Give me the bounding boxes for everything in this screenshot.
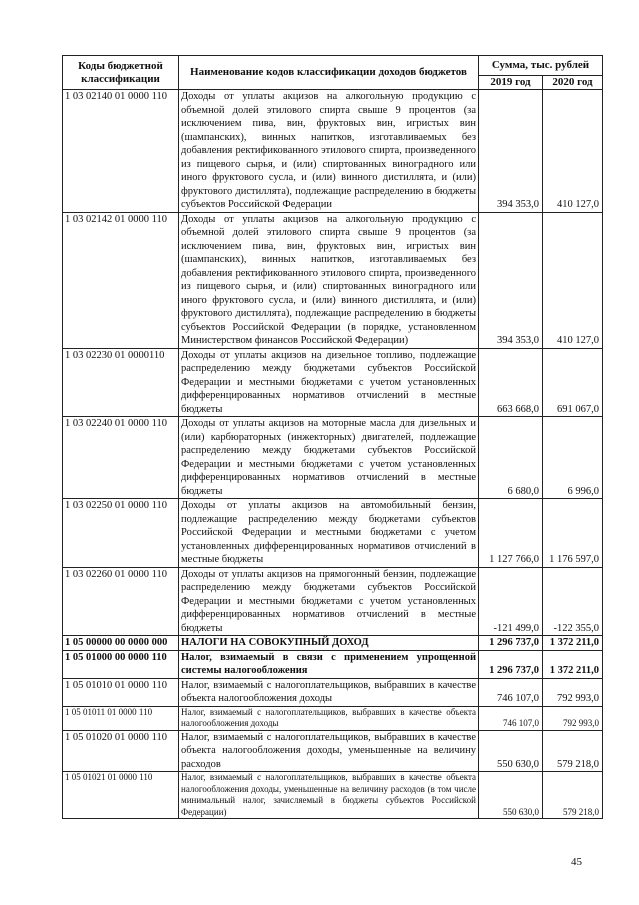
row-value-2020: 1 176 597,0 <box>543 499 603 568</box>
header-sum: Сумма, тыс. рублей <box>479 56 603 76</box>
row-value-2019: 6 680,0 <box>479 417 543 499</box>
row-name: Доходы от уплаты акцизов на алкогольную продукцию с объемной долей этилового спирта свыше 9 процентов (за исключением пива, вин, фруктовых вин, игристых вин (шампанских), винных напитков, изготавливаемых без добавления ректификованного этилового спирта, произведенного из пищевого сырья, и (или) спиртованных виноградного или иного фруктового сусла, и (или) винного дистиллята, и (или) фруктового дистиллята), подлежащие распределению в бюджеты субъектов Российской Федерации <box>179 90 479 213</box>
row-value-2019: 746 107,0 <box>479 706 543 730</box>
row-code: 1 05 00000 00 0000 000 <box>63 636 179 651</box>
row-value-2019: 394 353,0 <box>479 212 543 348</box>
row-value-2019: 1 127 766,0 <box>479 499 543 568</box>
header-year-2020: 2020 год <box>543 76 603 90</box>
table-row <box>63 567 603 636</box>
row-value-2019: 746 107,0 <box>479 678 543 706</box>
row-value-2019: 550 630,0 <box>479 730 543 772</box>
row-value-2020: 1 372 211,0 <box>543 636 603 651</box>
row-name: Доходы от уплаты акцизов на дизельное топливо, подлежащие распределению между бюджетами субъектов Российской Федерации и местными бюджетами с учетом установленных дифференцированных нормативов отчислений в местные бюджеты <box>179 348 479 417</box>
budget-table-sheet <box>62 55 602 819</box>
header-year-2019: 2019 год <box>479 76 543 90</box>
table-row <box>63 706 603 730</box>
table-row <box>63 348 603 417</box>
row-name: Доходы от уплаты акцизов на алкогольную продукцию с объемной долей этилового спирта свыше 9 процентов (за исключением пива, вин, фруктовых вин, игристых вин (шампанских), винных напитков, изготавливаемых без добавления ректификованного этилового спирта, произведенного из пищевого сырья, и (или) спиртованных виноградного или иного фруктового сусла, и (или) винного дистиллята, и (или) фруктового дистиллята), подлежащие распределению в бюджеты субъектов Российской Федерации (в порядке, установленном Министерством финансов Российской Федерации) <box>179 212 479 348</box>
row-code: 1 05 01020 01 0000 110 <box>63 730 179 772</box>
table-row <box>63 772 603 819</box>
row-value-2020: 792 993,0 <box>543 678 603 706</box>
row-value-2020: 691 067,0 <box>543 348 603 417</box>
row-name: НАЛОГИ НА СОВОКУПНЫЙ ДОХОД <box>179 636 479 651</box>
header-codes: Коды бюджетной классификации <box>63 56 179 90</box>
row-value-2020: 579 218,0 <box>543 730 603 772</box>
table-row <box>63 730 603 772</box>
row-code: 1 05 01000 00 0000 110 <box>63 650 179 678</box>
page-number: 45 <box>571 856 582 868</box>
row-value-2020: 1 372 211,0 <box>543 650 603 678</box>
header-name: Наименование кодов классификации доходов бюджетов <box>179 56 479 90</box>
row-name: Налог, взимаемый с налогоплательщиков, выбравших в качестве объекта налогообложения доходы, уменьшенные на величину расходов (в том числе минимальный налог, зачисляемый в бюджеты субъектов Российской Федерации) <box>179 772 479 819</box>
row-value-2020: 410 127,0 <box>543 212 603 348</box>
row-code: 1 03 02240 01 0000 110 <box>63 417 179 499</box>
row-code: 1 03 02250 01 0000 110 <box>63 499 179 568</box>
row-name: Доходы от уплаты акцизов на автомобильный бензин, подлежащие распределению между бюджетами субъектов Российской Федерации и местными бюджетами с учетом установленных дифференцированных нормативов отчислений в местные бюджеты <box>179 499 479 568</box>
table-row <box>63 417 603 499</box>
row-name: Налог, взимаемый с налогоплательщиков, выбравших в качестве объекта налогообложения доходы <box>179 706 479 730</box>
budget-revenue-table <box>62 55 603 819</box>
table-row <box>63 499 603 568</box>
row-value-2019: 550 630,0 <box>479 772 543 819</box>
row-name: Доходы от уплаты акцизов на моторные масла для дизельных и (или) карбюраторных (инжекторных) двигателей, подлежащие распределению между бюджетами субъектов Российской Федерации и местными бюджетами с учетом установленных дифференцированных нормативов отчислений в местные бюджеты <box>179 417 479 499</box>
row-value-2019: 394 353,0 <box>479 90 543 213</box>
table-row-section <box>63 636 603 651</box>
row-name: Доходы от уплаты акцизов на прямогонный бензин, подлежащие распределению между бюджетами субъектов Российской Федерации и местными бюджетами с учетом установленных дифференцированных нормативов отчислений в местные бюджеты <box>179 567 479 636</box>
row-name: Налог, взимаемый в связи с применением упрощенной системы налогообложения <box>179 650 479 678</box>
row-code: 1 03 02142 01 0000 110 <box>63 212 179 348</box>
row-value-2020: 6 996,0 <box>543 417 603 499</box>
row-value-2020: 579 218,0 <box>543 772 603 819</box>
row-code: 1 03 02260 01 0000 110 <box>63 567 179 636</box>
row-value-2020: -122 355,0 <box>543 567 603 636</box>
row-value-2020: 792 993,0 <box>543 706 603 730</box>
row-code: 1 05 01011 01 0000 110 <box>63 706 179 730</box>
row-code: 1 05 01010 01 0000 110 <box>63 678 179 706</box>
row-value-2019: -121 499,0 <box>479 567 543 636</box>
row-name: Налог, взимаемый с налогоплательщиков, выбравших в качестве объекта налогообложения доходы <box>179 678 479 706</box>
row-code: 1 05 01021 01 0000 110 <box>63 772 179 819</box>
table-row-subsection <box>63 650 603 678</box>
table-row <box>63 212 603 348</box>
row-value-2019: 1 296 737,0 <box>479 650 543 678</box>
table-row <box>63 678 603 706</box>
row-value-2020: 410 127,0 <box>543 90 603 213</box>
table-row <box>63 90 603 213</box>
row-name: Налог, взимаемый с налогоплательщиков, выбравших в качестве объекта налогообложения доходы, уменьшенные на величину расходов <box>179 730 479 772</box>
row-value-2019: 1 296 737,0 <box>479 636 543 651</box>
row-code: 1 03 02230 01 0000110 <box>63 348 179 417</box>
row-value-2019: 663 668,0 <box>479 348 543 417</box>
row-code: 1 03 02140 01 0000 110 <box>63 90 179 213</box>
